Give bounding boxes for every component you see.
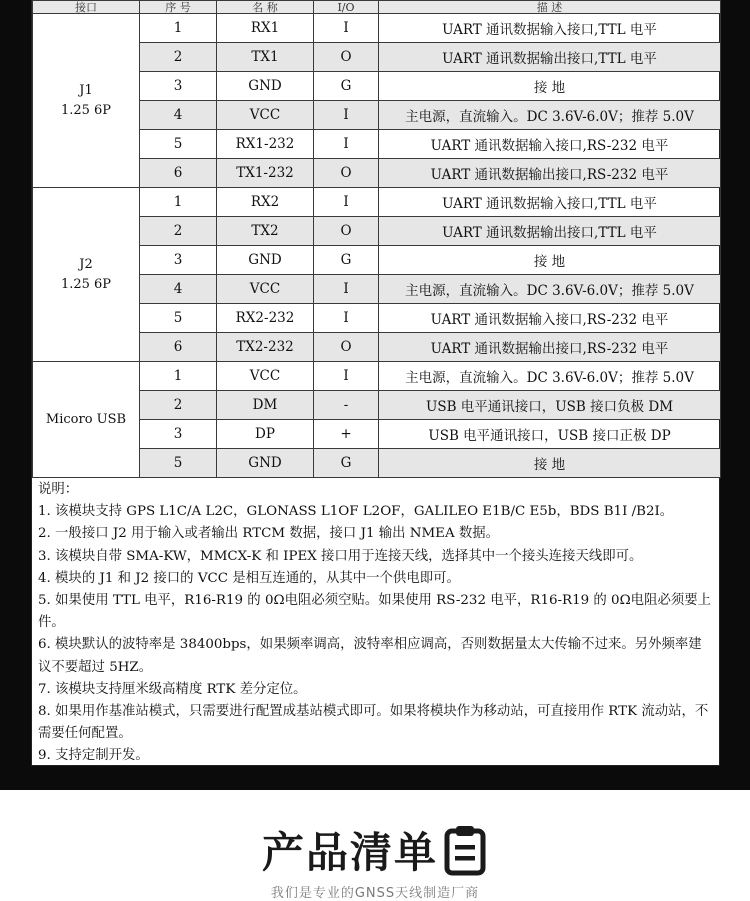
note-item: 9. 支持定制开发。 [38,748,149,764]
pin-index: 3 [140,246,217,275]
header-name: 名 称 [217,1,314,14]
pin-name: VCC [217,362,314,391]
pin-name: DP [217,420,314,449]
note-item: 8. 如果用作基准站模式，只需要进行配置成基站模式即可。如果将模块作为移动站，可直接用作 RTK 流动站，不需要任何配置。 [38,704,709,742]
pin-io: G [314,246,379,275]
pin-name: TX2-232 [217,333,314,362]
pin-name: RX2 [217,188,314,217]
pin-io: I [314,362,379,391]
pin-name: GND [217,449,314,478]
note-item: 5. 如果使用 TTL 电平，R16-R19 的 0Ω电阻必须空贴。如果使用 RS-232 电平，R16-R19 的 0Ω电阻必须要上件。 [38,593,712,631]
group-label-line: Micoro USB [45,411,127,427]
group-label-line: J1 [79,82,93,98]
pin-name: TX1-232 [217,159,314,188]
spec-sheet [31,0,720,766]
pin-io: O [314,333,379,362]
pin-description: UART 通讯数据输入接口,TTL 电平 [379,14,721,43]
pin-index: 2 [140,391,217,420]
pin-io: G [314,449,379,478]
pin-description: 主电源，直流输入。DC 3.6V-6.0V；推荐 5.0V [379,101,721,130]
pin-name: RX1 [217,14,314,43]
pin-description: UART 通讯数据输入接口,RS-232 电平 [379,130,721,159]
pin-index: 3 [140,72,217,101]
pin-table [32,0,721,478]
note-item: 2. 一般接口 J2 用于输入或者输出 RTCM 数据，接口 J1 输出 NMEA 数据。 [38,526,500,542]
table-row [33,14,721,43]
pin-index: 3 [140,420,217,449]
group-label-line: 1.25 6P [60,276,112,292]
note-item: 7. 该模块支持厘米级高精度 RTK 差分定位。 [38,681,307,697]
group-label-line: J2 [79,256,93,272]
pin-io: I [314,275,379,304]
pin-io: + [314,420,379,449]
pin-name: RX2-232 [217,304,314,333]
pin-name: RX1-232 [217,130,314,159]
pin-description: 接 地 [379,449,721,478]
pin-name: TX1 [217,43,314,72]
pin-index: 1 [140,362,217,391]
pin-index: 6 [140,333,217,362]
header-index: 序 号 [140,1,217,14]
group-label-usb [33,362,140,478]
pin-description: UART 通讯数据输出接口,RS-232 电平 [379,333,721,362]
table-row [33,188,721,217]
pin-name: GND [217,72,314,101]
pin-description: UART 通讯数据输出接口,RS-232 电平 [379,159,721,188]
note-item: 3. 该模块自带 SMA-KW，MMCX-K 和 IPEX 接口用于连接天线，选择其中一个接头连接天线即可。 [38,548,643,564]
pin-description: USB 电平通讯接口，USB 接口正极 DP [379,420,721,449]
header-description: 描 述 [379,1,721,14]
header-interface: 接口 [33,1,140,14]
pin-name: VCC [217,101,314,130]
pin-io: - [314,391,379,420]
clipboard-list-icon [442,824,488,876]
pin-io: O [314,159,379,188]
header-io: I/O [314,1,379,14]
pin-description: 主电源，直流输入。DC 3.6V-6.0V；推荐 5.0V [379,362,721,391]
pin-index: 4 [140,101,217,130]
pin-index: 5 [140,304,217,333]
pin-index: 1 [140,188,217,217]
pin-description: USB 电平通讯接口，USB 接口负极 DM [379,391,721,420]
note-item: 1. 该模块支持 GPS L1C/A L2C，GLONASS L1OF L2OF，GALILEO E1B/C E5b，BDS B1I /B2I。 [38,504,674,520]
pin-description: 接 地 [379,246,721,275]
pin-index: 2 [140,43,217,72]
pin-index: 6 [140,159,217,188]
pin-index: 4 [140,275,217,304]
pin-io: I [314,304,379,333]
note-item: 4. 模块的 J1 和 J2 接口的 VCC 是相互连通的，从其中一个供电即可。 [38,570,460,586]
pin-description: 接 地 [379,72,721,101]
pin-io: I [314,14,379,43]
pin-index: 2 [140,217,217,246]
product-list-heading [0,820,750,880]
pin-name: TX2 [217,217,314,246]
pin-description: UART 通讯数据输入接口,TTL 电平 [379,188,721,217]
group-label-j2 [33,188,140,362]
pin-index: 1 [140,14,217,43]
group-label-j1 [33,14,140,188]
pin-name: VCC [217,275,314,304]
pin-name: GND [217,246,314,275]
group-label-line: 1.25 6P [60,102,112,118]
pin-index: 5 [140,130,217,159]
table-header-row [33,1,721,14]
notes-title: 说明： [38,482,79,497]
notes-section [38,479,714,768]
tagline: 我们是专业的GNSS天线制造厂商 [270,886,480,901]
pin-io: I [314,188,379,217]
pin-index: 5 [140,449,217,478]
pin-io: O [314,43,379,72]
pin-description: UART 通讯数据输入接口,RS-232 电平 [379,304,721,333]
product-list-title: 产品清单 [261,828,438,877]
pin-io: O [314,217,379,246]
pin-io: I [314,130,379,159]
pin-io: I [314,101,379,130]
pin-description: UART 通讯数据输出接口,TTL 电平 [379,217,721,246]
pin-description: UART 通讯数据输出接口,TTL 电平 [379,43,721,72]
note-item: 6. 模块默认的波特率是 38400bps，如果频率调高，波特率相应调高，否则数据量太大传输不过来。另外频率建议不要超过 5HZ。 [38,637,702,675]
pin-io: G [314,72,379,101]
pin-name: DM [217,391,314,420]
pin-description: 主电源，直流输入。DC 3.6V-6.0V；推荐 5.0V [379,275,721,304]
table-row [33,362,721,391]
